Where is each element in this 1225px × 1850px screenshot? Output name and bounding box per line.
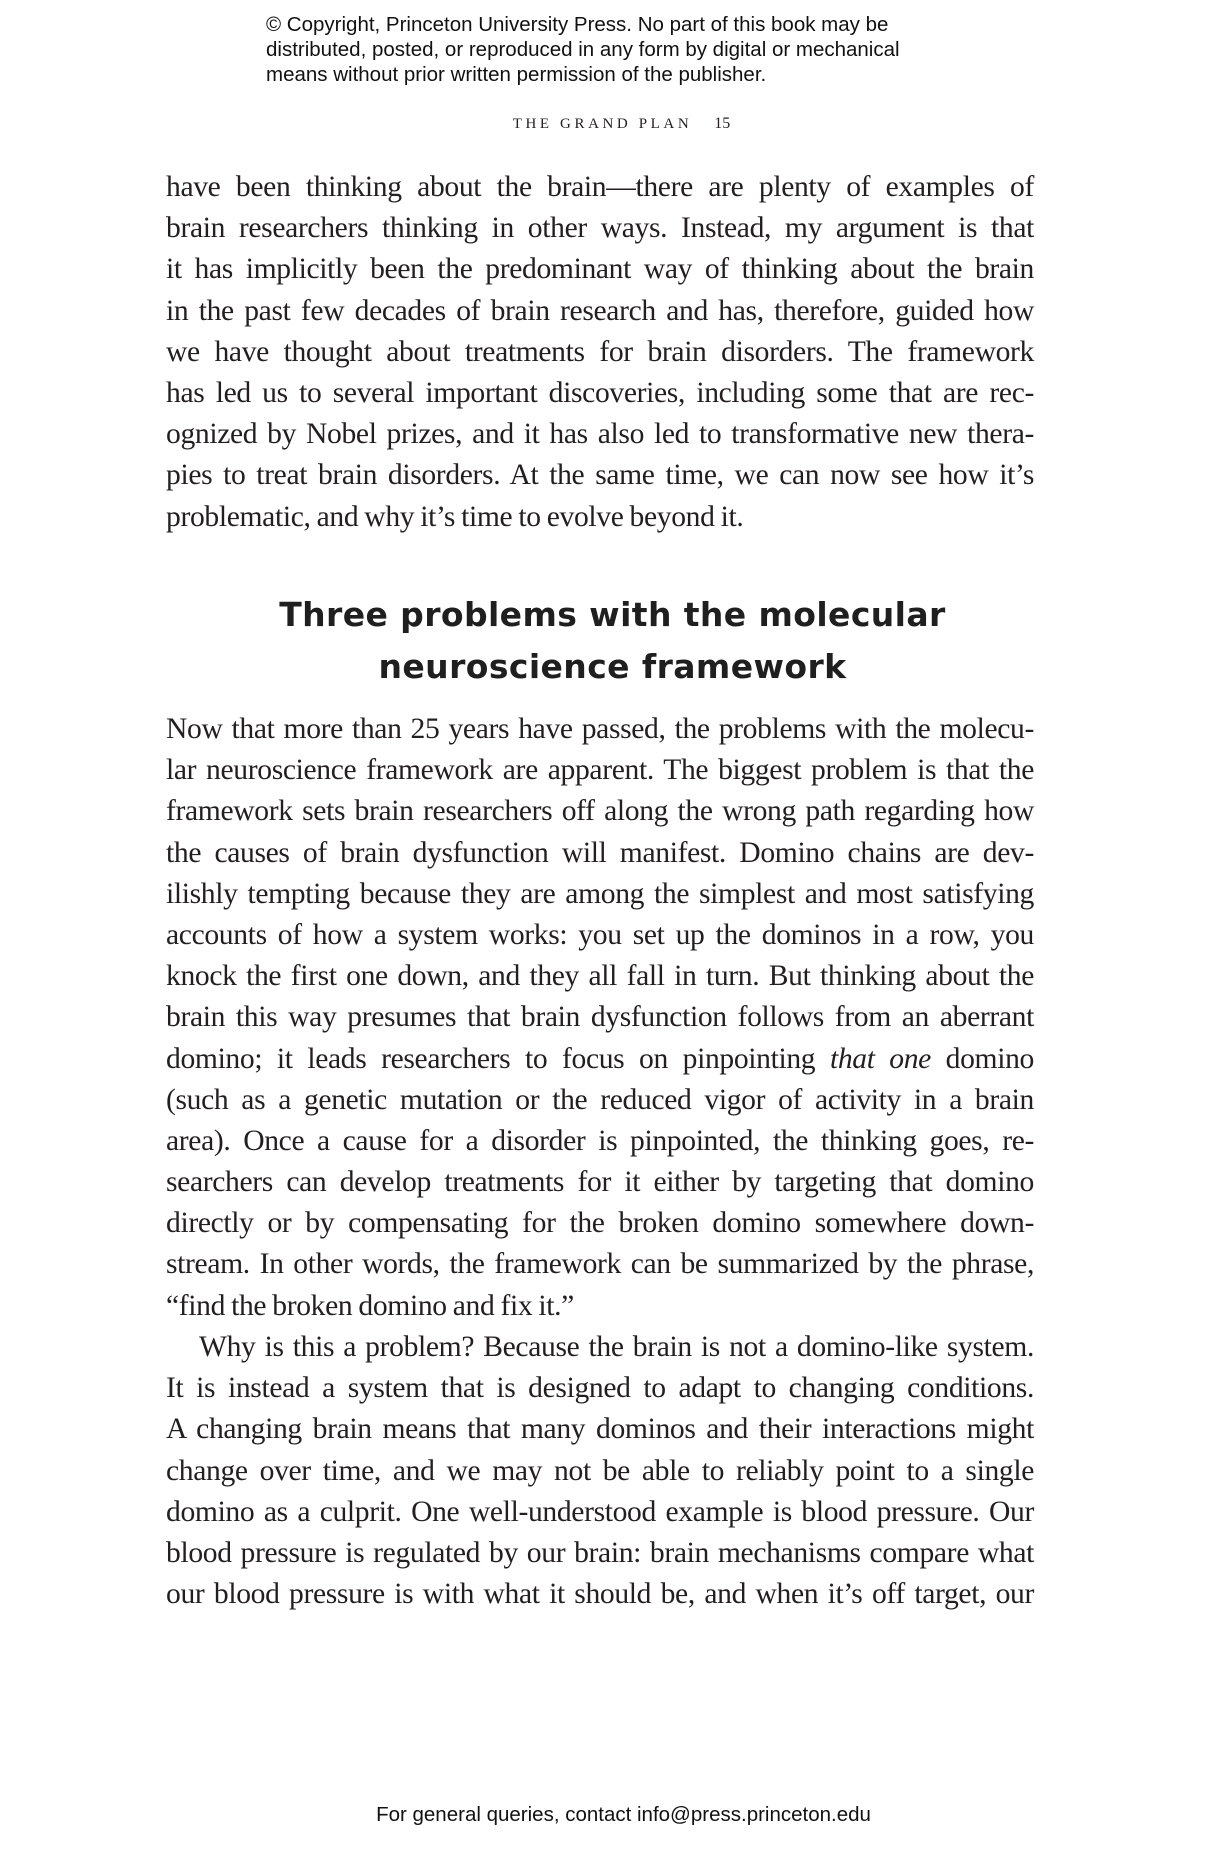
text-line: (such as a genetic mutation or the reduced vigor of activity in a brain <box>166 1083 1034 1116</box>
copyright-line: © Copyright, Princeton University Press. No part of this book may be <box>266 13 889 36</box>
text-run: domino <box>930 1042 1034 1075</box>
text-line: ilishly tempting because they are among the simplest and most satisfying <box>166 877 1034 910</box>
paragraph <box>166 1327 1034 1615</box>
text-line: brain this way presumes that brain dysfunction follows from an aberrant <box>166 1001 1034 1034</box>
text-line: area). Once a cause for a disorder is pinpointed, the thinking goes, re- <box>166 1124 1034 1157</box>
page-number: 15 <box>714 115 731 132</box>
text-line: domino as a culprit. One well-understood example is blood pressure. Our <box>166 1495 1034 1528</box>
text-line: has led us to several important discoveries, including some that are rec- <box>166 376 1034 409</box>
copyright-line: means without prior written permission of the publisher. <box>266 63 767 86</box>
contact-text: For general queries, contact info@press.princeton.edu <box>376 1803 871 1826</box>
text-line: Why is this a problem? Because the brain is not a domino-like system. <box>199 1331 1034 1363</box>
contact-footer <box>0 1802 1225 1827</box>
text-line: problematic, and why it’s time to evolve beyond it. <box>166 500 744 533</box>
text-line: we have thought about treatments for brain disorders. The framework <box>166 335 1034 368</box>
copyright-notice <box>266 12 986 87</box>
text-line: blood pressure is regulated by our brain: brain mechanisms compare what <box>166 1536 1034 1569</box>
text-line: directly or by compensating for the broken domino somewhere down- <box>166 1207 1034 1240</box>
paragraph-section-opening <box>166 709 1034 1327</box>
text-line: have been thinking about the brain—there are plenty of examples of <box>166 171 1034 203</box>
text-line: pies to treat brain disorders. At the same time, we can now see how it’s <box>166 459 1034 492</box>
text-line: knock the first one down, and they all fall in turn. But thinking about the <box>166 960 1034 993</box>
text-line: stream. In other words, the framework can be summarized by the phrase, <box>166 1248 1034 1281</box>
text-line: It is instead a system that is designed to adapt to changing conditions. <box>166 1372 1034 1405</box>
text-line: brain researchers thinking in other ways. Instead, my argument is that <box>166 212 1034 245</box>
text-line: accounts of how a system works: you set up the dominos in a row, you <box>166 918 1034 951</box>
text-line: Now that more than 25 years have passed, the problems with the molecu- <box>166 713 1034 745</box>
text-line-with-emphasis <box>166 1039 1034 1080</box>
paragraph-continued <box>166 167 1034 538</box>
emphasis-text: that one <box>829 1042 931 1075</box>
text-line: it has implicitly been the predominant way of thinking about the brain <box>166 253 1034 286</box>
running-head <box>0 114 1225 134</box>
text-line: the causes of brain dysfunction will manifest. Domino chains are dev- <box>166 836 1034 869</box>
text-line: searchers can develop treatments for it either by targeting that domino <box>166 1166 1034 1199</box>
text-line: lar neuroscience framework are apparent. The biggest problem is that the <box>166 754 1034 787</box>
section-heading-line: neuroscience framework <box>378 647 847 686</box>
text-line: framework sets brain researchers off along the wrong path regarding how <box>166 795 1034 828</box>
section-heading-line: Three problems with the molecular <box>279 595 946 634</box>
text-line: “find the broken domino and fix it.” <box>166 1289 574 1322</box>
text-line: A changing brain means that many dominos and their interactions might <box>166 1413 1034 1446</box>
text-run: domino; it leads researchers to focus on pinpointing <box>166 1042 830 1075</box>
text-line: ognized by Nobel prizes, and it has also led to transformative new thera- <box>166 418 1034 451</box>
running-head-title: THE GRAND PLAN <box>512 116 693 132</box>
text-line: change over time, and we may not be able to reliably point to a single <box>166 1454 1034 1487</box>
copyright-line: distributed, posted, or reproduced in any form by digital or mechanical <box>266 38 900 61</box>
section-heading <box>0 589 1225 693</box>
text-line: our blood pressure is with what it should be, and when it’s off target, our <box>166 1578 1034 1611</box>
text-line: in the past few decades of brain research and has, therefore, guided how <box>166 294 1034 327</box>
